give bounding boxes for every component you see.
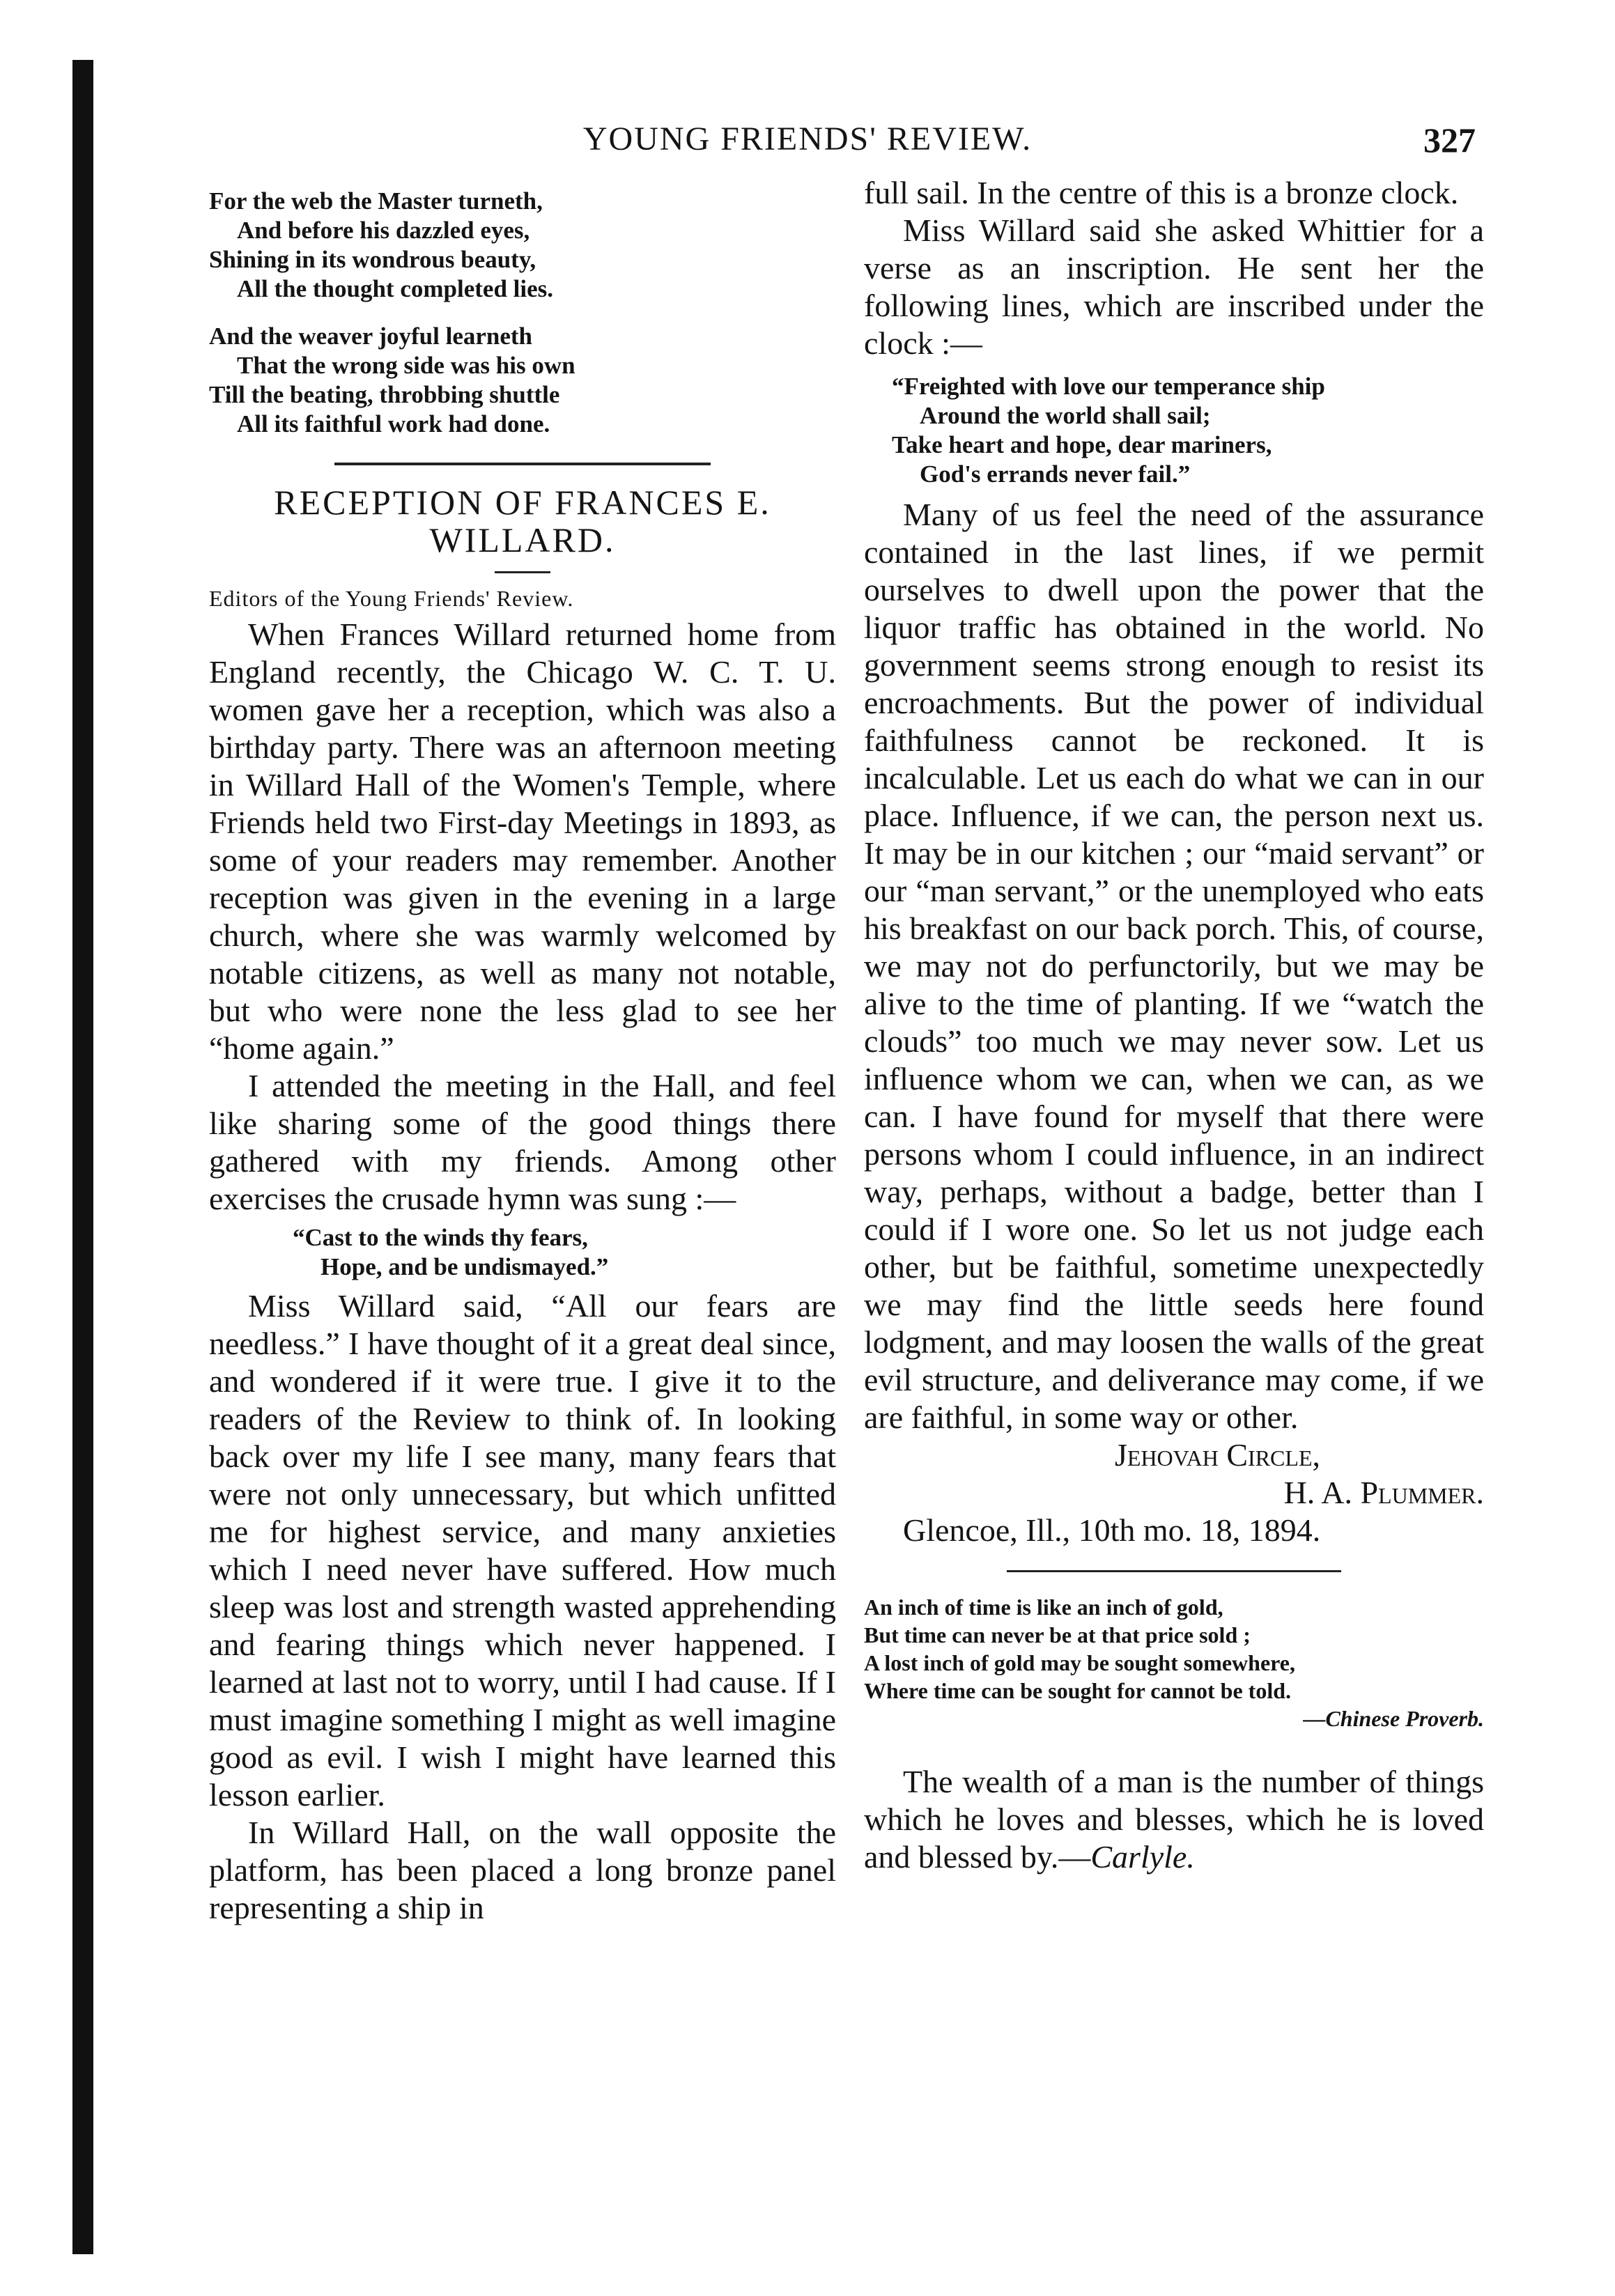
proverb-line: An inch of time is like an inch of gold, <box>864 1595 1223 1620</box>
right-column <box>864 174 1484 1876</box>
poem-stanza-2 <box>209 322 836 439</box>
poem-line: All its faithful work had done. <box>237 410 550 437</box>
running-title: YOUNG FRIENDS' REVIEW. <box>582 121 1033 157</box>
poem-line: And before his dazzled eyes, <box>237 217 530 244</box>
quote-line: Around the world shall sail; <box>920 402 1211 429</box>
poem-line: That the wrong side was his own <box>237 352 575 379</box>
paragraph: In Willard Hall, on the wall opposite the platform, has been placed a long bronze panel representing a ship in <box>209 1815 836 1925</box>
paragraph: full sail. In the centre of this is a bronze clock. <box>864 175 1459 210</box>
proverb-line: But time can never be at that price sold ; <box>864 1622 1251 1647</box>
proverb-attribution: —Chinese Proverb. <box>1303 1706 1484 1731</box>
paragraph: Many of us feel the need of the assurance contained in the last lines, if we permit ourselves to dwell upon the power that the liquor traffic has obtained in the world. No government seems strong enough to resist its encroachments. But the power of individual faithfulness cannot be reckoned. It is incalculable. Let us each do what we can in our place. Influence, if we can, the person next us. It may be in our kitchen ; our “maid servant” or our “man servant,” or the unemployed who eats his breakfast on our back porch. This, of course, we may not do perfunctorily, but we may be alive to the time of planting. If we “watch the clouds” too much we may never sow. Let us influence whom we can, when we can, as we can. I have found for myself that there were persons whom I could influence, in an indirect way, perhaps, without a badge, better than I could if I wore one. So let us not judge each other, but be faithful, sometime unexpectedly we may find the little seeds here found lodgment, and may loosen the walls of the great evil structure, and deliverance may come, if we are faithful, in some way or other. <box>864 497 1484 1435</box>
article-title-continued: WILLARD. <box>429 520 616 559</box>
dateline: Editors of the Young Friends' Review. <box>209 586 574 611</box>
quote-line: Hope, and be undismayed.” <box>320 1253 609 1280</box>
paragraph: Miss Willard said, “All our fears are needless.” I have thought of it a great deal since, and wondered if it were true. I give it to the readers of the Review to think of. In looking back over my life I see many, many fears that were not only unnecessary, but which unfitted me for highest service, and many anxieties which I need never have suffered. How much sleep was lost and strength wasted apprehending and fearing things which never happened. I learned at last not to worry, until I had cause. If I must imagine something I might as well imagine good as evil. I wish I might have learned this lesson earlier. <box>209 1288 836 1813</box>
title-underline <box>495 571 550 573</box>
signature-group: Jehovah Circle, <box>1115 1437 1320 1473</box>
paragraph: I attended the meeting in the Hall, and feel like sharing some of the good things there gathered with my friends. Among other exercises the crusade hymn was sung :— <box>209 1068 836 1216</box>
proverb-line: Where time can be sought for cannot be told. <box>864 1678 1292 1703</box>
closing-quote <box>864 1763 1484 1876</box>
quote-line: Take heart and hope, dear mariners, <box>892 431 1272 458</box>
section-divider <box>1007 1570 1341 1572</box>
poem-line: For the web the Master turneth, <box>209 187 543 215</box>
page-binding-edge <box>72 60 93 2254</box>
left-column <box>209 174 836 1927</box>
quote-line: “Freighted with love our temperance ship <box>892 373 1325 400</box>
article-title: RECEPTION OF FRANCES E. <box>274 483 771 522</box>
page-number: 327 <box>1423 121 1476 160</box>
closing-attribution: Carlyle. <box>1090 1839 1195 1875</box>
quote-line: “Cast to the winds thy fears, <box>293 1224 588 1251</box>
section-divider <box>334 463 711 465</box>
paragraph: Miss Willard said she asked Whittier for a verse as an inscription. He sent her the following lines, which are inscribed under the clock :— <box>864 212 1484 361</box>
proverb <box>864 1593 1484 1732</box>
poem-stanza-1 <box>209 187 836 304</box>
poem-line: Shining in its wondrous beauty, <box>209 246 536 273</box>
place-date: Glencoe, Ill., 10th mo. 18, 1894. <box>903 1512 1321 1548</box>
page-header <box>0 120 1615 169</box>
proverb-line: A lost inch of gold may be sought somewhere, <box>864 1650 1295 1675</box>
paragraph: When Frances Willard returned home from England recently, the Chicago W. C. T. U. women gave her a reception, which was also a birthday party. There was an afternoon meeting in Willard Hall of the Women's Temple, where Friends held two First-day Meetings in 1893, as some of your readers may remember. Another reception was given in the evening in a large church, where she was warmly welcomed by notable citizens, as well as many not notable, but who were none the less glad to see her “home again.” <box>209 616 836 1066</box>
hymn-quote <box>293 1223 836 1282</box>
poem-line: And the weaver joyful learneth <box>209 323 533 350</box>
closing-quote-text: The wealth of a man is the number of things which he loves and blesses, which he is loved and blessed by.— <box>864 1764 1484 1875</box>
poem-line: Till the beating, throbbing shuttle <box>209 381 560 408</box>
signature-name: H. A. Plummer. <box>1283 1475 1484 1510</box>
quote-line: God's errands never fail.” <box>920 460 1191 488</box>
clock-inscription <box>892 372 1484 489</box>
poem-line: All the thought completed lies. <box>237 275 554 302</box>
